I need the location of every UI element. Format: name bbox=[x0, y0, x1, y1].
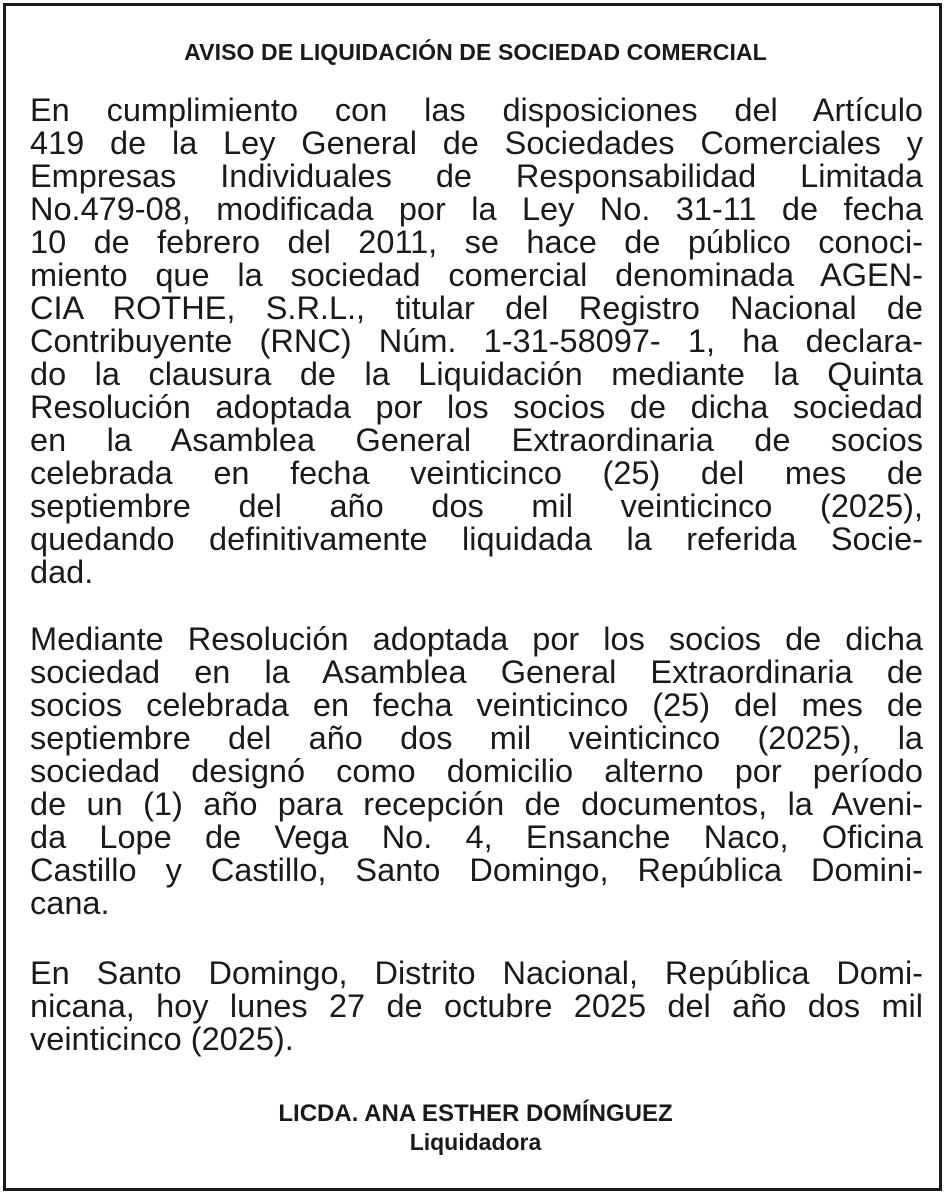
paragraph-line: Contribuyente (RNC) Núm. 1-31-58097- 1, ha declara- bbox=[30, 323, 923, 359]
paragraph-line: do la clausura de la Liquidación mediante la Quinta bbox=[30, 356, 923, 392]
paragraph-line: Empresas Individuales de Responsabilidad Limitada bbox=[30, 158, 923, 194]
signature-role: Liquidadora bbox=[409, 1129, 542, 1155]
paragraph-line: quedando definitivamente liquidada la referida Socie- bbox=[30, 521, 923, 557]
paragraph-line: celebrada en fecha veinticinco (25) del mes de bbox=[30, 455, 923, 491]
paragraph-line: Castillo y Castillo, Santo Domingo, República Domini- bbox=[30, 852, 923, 888]
paragraph-line: CIA ROTHE, S.R.L., titular del Registro Nacional de bbox=[30, 290, 923, 326]
paragraph-line: sociedad designó como domicilio alterno por período bbox=[30, 753, 923, 789]
paragraph-line: Mediante Resolución adoptada por los socios de dicha bbox=[30, 621, 923, 657]
paragraph-line: socios celebrada en fecha veinticinco (25) del mes de bbox=[30, 687, 923, 723]
paragraph-line: septiembre del año dos mil veinticinco (2025), la bbox=[30, 720, 923, 756]
paragraph-line: en la Asamblea General Extraordinaria de socios bbox=[30, 422, 923, 458]
paragraph-line: No.479-08, modificada por la Ley No. 31-11 de fecha bbox=[30, 191, 923, 227]
paragraph-line: En Santo Domingo, Distrito Nacional, República Domi- bbox=[30, 955, 923, 991]
paragraph-line: septiembre del año dos mil veinticinco (2025), bbox=[30, 488, 923, 524]
paragraph-line: nicana, hoy lunes 27 de octubre 2025 del año dos mil bbox=[30, 988, 923, 1024]
paragraph-line: cana. bbox=[30, 885, 110, 921]
paragraph-line: da Lope de Vega No. 4, Ensanche Naco, Oficina bbox=[30, 819, 923, 855]
paragraph-line: 10 de febrero del 2011, se hace de público conoci- bbox=[30, 224, 923, 260]
paragraph-line: miento que la sociedad comercial denominada AGEN- bbox=[30, 257, 923, 293]
paragraph-line: En cumplimiento con las disposiciones del Artículo bbox=[30, 92, 923, 128]
paragraph-line: dad. bbox=[30, 554, 94, 590]
paragraph-line: veinticinco (2025). bbox=[30, 1021, 294, 1057]
notice-frame bbox=[3, 3, 942, 1191]
paragraph-line: Resolución adoptada por los socios de dicha sociedad bbox=[30, 389, 923, 425]
paragraph-line: 419 de la Ley General de Sociedades Comerciales y bbox=[30, 125, 923, 161]
notice-title: AVISO DE LIQUIDACIÓN DE SOCIEDAD COMERCIAL bbox=[184, 39, 767, 65]
paragraph-line: de un (1) año para recepción de documentos, la Aveni- bbox=[30, 786, 923, 822]
signature-name: LICDA. ANA ESTHER DOMÍNGUEZ bbox=[278, 1100, 673, 1127]
paragraph-line: sociedad en la Asamblea General Extraordinaria de bbox=[30, 654, 923, 690]
